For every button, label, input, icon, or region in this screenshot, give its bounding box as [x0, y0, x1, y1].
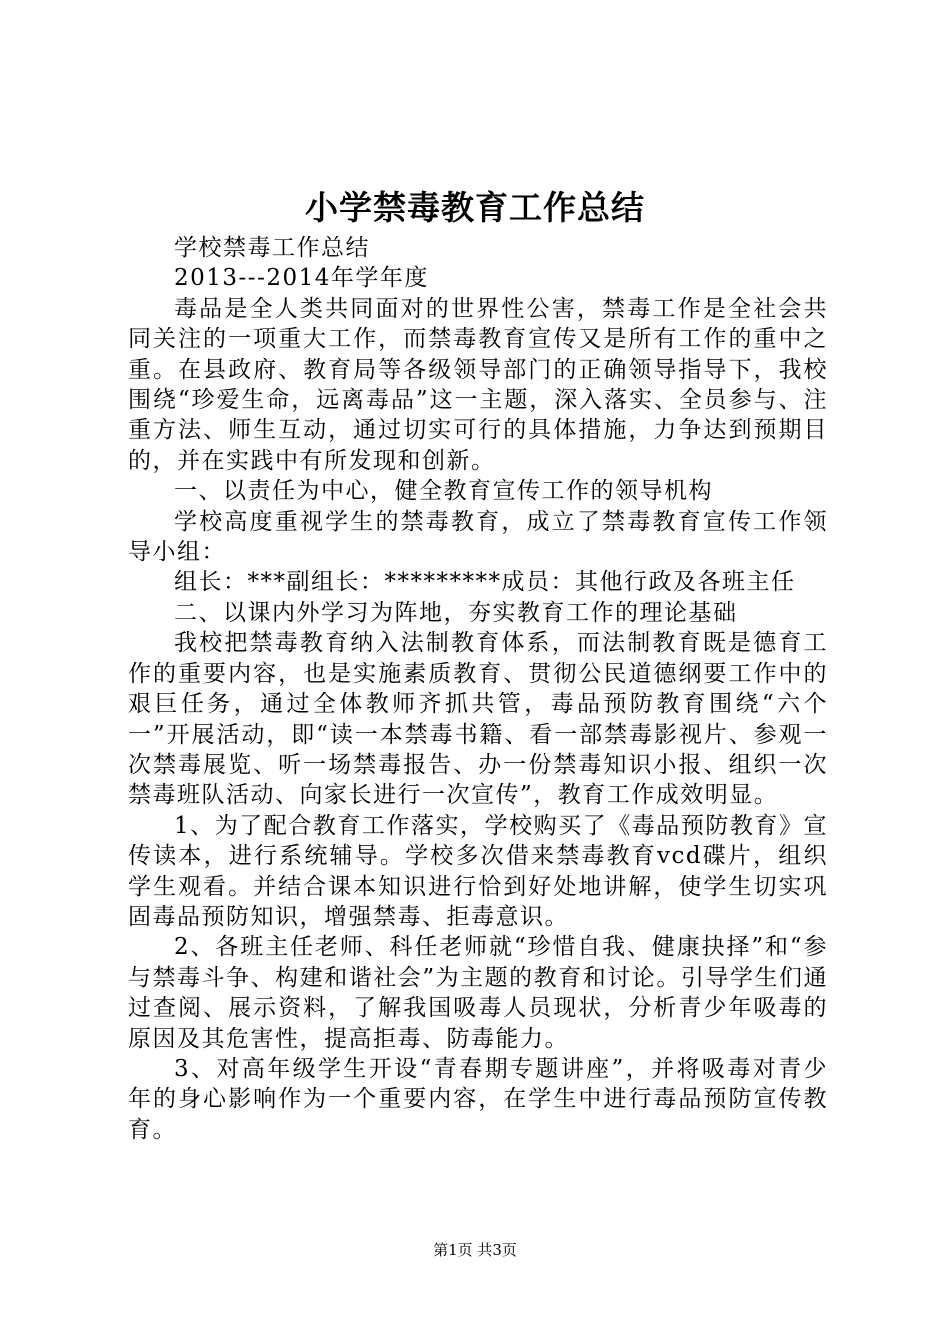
- document-title: 小学禁毒教育工作总结: [305, 188, 645, 227]
- paragraph-leadership: 学校高度重视学生的禁毒教育，成立了禁毒教育宣传工作领导小组：: [128, 508, 828, 566]
- paragraph-school-year: 2013---2014年学年度: [174, 265, 429, 292]
- paragraph-subtitle: 学校禁毒工作总结: [174, 235, 370, 261]
- paragraph-item-2: 2、各班主任老师、科任老师就“珍惜自我、健康抉择”和“参与禁毒斗争、构建和谐社会”为主题的教育和讨论。引导学生们通过查阅、展示资料，了解我国吸毒人员现状，分析青少年吸毒的原因及其危害性，提高拒毒、防毒能力。: [128, 934, 828, 1052]
- paragraph-intro: 毒品是全人类共同面对的世界性公害，禁毒工作是全社会共同关注的一项重大工作，而禁毒教育宣传又是所有工作的重中之重。在县政府、教育局等各级领导部门的正确领导指导下，我校围绕“珍爱生命，远离毒品”这一主题，深入落实、全员参与、注重方法、师生互动，通过切实可行的具体措施，力争达到预期目的，并在实践中有所发现和创新。: [128, 295, 828, 474]
- page-number-footer: 第1页 共3页: [433, 1241, 517, 1259]
- section-heading-2: 二、以课内外学习为阵地，夯实教育工作的理论基础: [174, 599, 738, 626]
- document-body: [128, 233, 828, 1145]
- paragraph-item-3: 3、对高年级学生开设“青春期专题讲座”，并将吸毒对青少年的身心影响作为一个重要内容，在学生中进行毒品预防宣传教育。: [128, 1055, 828, 1143]
- paragraph-item-1: 1、为了配合教育工作落实，学校购买了《毒品预防教育》宣传读本，进行系统辅导。学校多次借来禁毒教育vcd碟片，组织学生观看。并结合课本知识进行恰到好处地讲解，使学生切实巩固毒品预防知识，增强禁毒、拒毒意识。: [128, 812, 828, 930]
- section-heading-1: 一、以责任为中心，健全教育宣传工作的领导机构: [174, 478, 713, 505]
- paragraph-group-members: 组长：***副组长：*********成员：其他行政及各班主任: [174, 569, 796, 596]
- paragraph-legal-education: 我校把禁毒教育纳入法制教育体系，而法制教育既是德育工作的重要内容，也是实施素质教育、贯彻公民道德纲要工作中的艰巨任务，通过全体教师齐抓共管，毒品预防教育围绕“六个一”开展活动，即“读一本禁毒书籍、看一部禁毒影视片、参观一次禁毒展览、听一场禁毒报告、办一份禁毒知识小报、组织一次禁毒班队活动、向家长进行一次宣传”，教育工作成效明显。: [128, 630, 828, 809]
